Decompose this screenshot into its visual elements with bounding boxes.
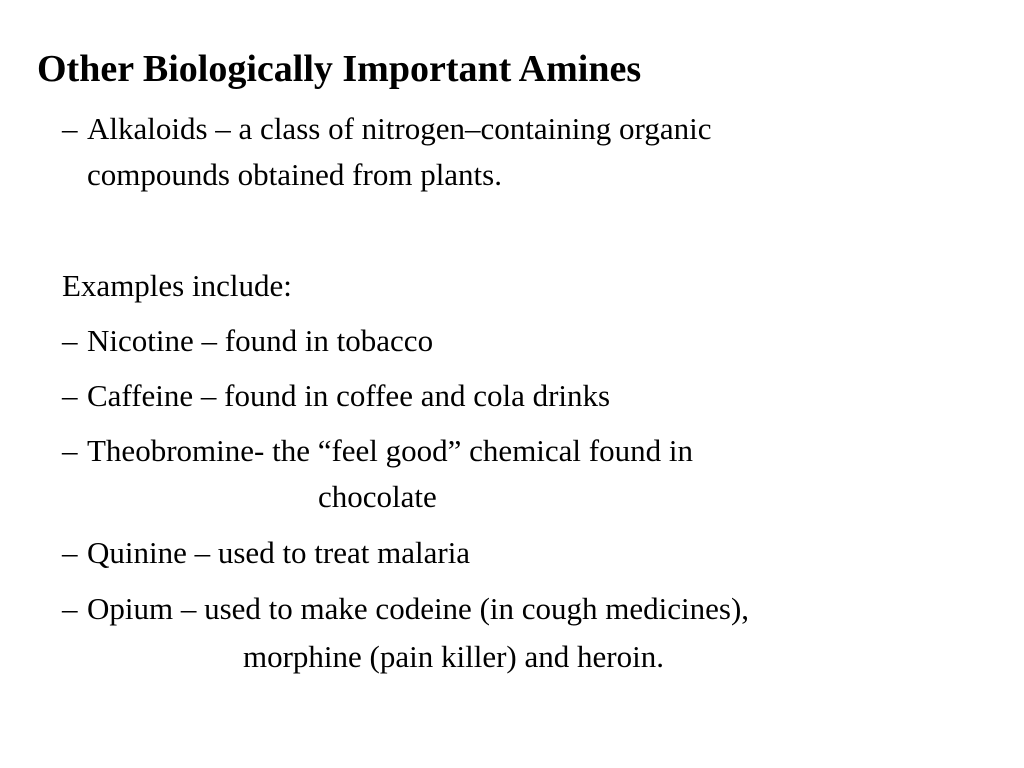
- example-caffeine: Caffeine – found in coffee and cola drinks: [87, 378, 611, 413]
- alkaloids-line-2: compounds obtained from plants.: [87, 157, 502, 192]
- example-opium-line-1: Opium – used to make codeine (in cough medicines),: [87, 591, 750, 626]
- bullet-dash: –: [62, 591, 78, 626]
- bullet-dash: –: [62, 535, 78, 570]
- bullet-dash: –: [62, 111, 78, 146]
- example-theobromine-line-2: chocolate: [318, 479, 437, 514]
- example-opium-line-2: morphine (pain killer) and heroin.: [243, 639, 664, 674]
- example-theobromine-line-1: Theobromine- the “feel good” chemical found in: [87, 433, 693, 468]
- bullet-dash: –: [62, 433, 78, 468]
- slide-title: Other Biologically Important Amines: [37, 48, 642, 90]
- examples-heading: Examples include:: [62, 268, 292, 303]
- bullet-dash: –: [62, 323, 78, 358]
- alkaloids-line-1: Alkaloids – a class of nitrogen–containing organic: [87, 111, 712, 146]
- example-nicotine: Nicotine – found in tobacco: [87, 323, 434, 358]
- bullet-dash: –: [62, 378, 78, 413]
- example-quinine: Quinine – used to treat malaria: [87, 535, 471, 570]
